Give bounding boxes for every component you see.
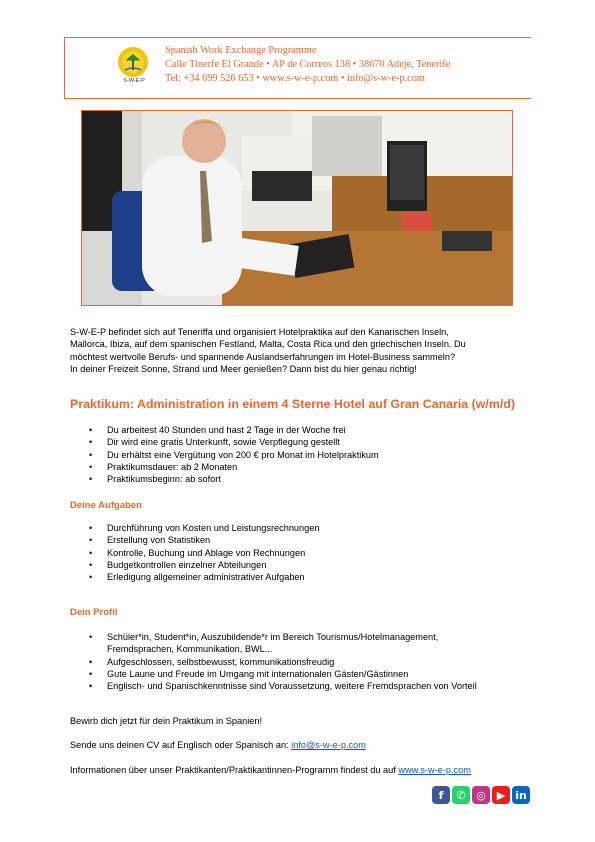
benefits-list — [70, 424, 379, 485]
tasks-list — [70, 522, 319, 583]
social-icons — [432, 786, 530, 804]
office-photo — [81, 110, 513, 306]
info-text: Informationen über unser Praktikanten/Praktikantinnen-Programm findest du auf — [70, 765, 399, 775]
list-item: • Praktikumsdauer: ab 2 Monaten — [70, 461, 379, 473]
letterhead — [64, 37, 531, 99]
list-item: • Schüler*in, Student*in, Auszubildende*r im Bereich Tourismus/Hotelmanagement, Fremdsprachen, Kommunikation, BWL... — [70, 631, 500, 656]
list-item: • Erstellung von Statistiken — [70, 534, 319, 546]
intro-line: möchtest wertvolle Berufs- und spannende Auslandserfahrungen im Hotel-Business sammeln? — [70, 351, 456, 362]
list-item: • Erledigung allgemeiner administrativer Aufgaben — [70, 571, 319, 583]
job-title: Praktikum: Administration in einem 4 Sterne Hotel auf Gran Canaria (w/m/d) — [70, 397, 516, 411]
whatsapp-icon[interactable]: ✆ — [452, 786, 470, 804]
list-item: • Kontrolle, Buchung und Ablage von Rechnungen — [70, 547, 319, 559]
org-contact: Tel: +34 699 526 653 • www.s-w-e-p.com • info@s-w-e-p.com — [165, 73, 425, 84]
intro-paragraph — [70, 326, 532, 375]
tasks-heading: Deine Aufgaben — [70, 500, 142, 511]
swep-logo-icon — [117, 46, 149, 78]
instagram-icon[interactable]: ◎ — [472, 786, 490, 804]
list-item: • Dir wird eine gratis Unterkunft, sowie Verpflegung gestellt — [70, 436, 379, 448]
list-item: • Du arbeitest 40 Stunden und hast 2 Tage in der Woche frei — [70, 424, 379, 436]
list-item: • Aufgeschlossen, selbstbewusst, kommunikationsfreudig — [70, 656, 500, 668]
list-item: • Praktikumsbeginn: ab sofort — [70, 473, 379, 485]
intro-line: Mallorca, Ibiza, auf dem spanischen Festland, Malta, Costa Rica und den griechischen Inseln. Du — [70, 339, 466, 350]
youtube-icon[interactable]: ▶ — [492, 786, 510, 804]
website-link[interactable]: www.s-w-e-p.com — [398, 765, 471, 775]
list-item: • Durchführung von Kosten und Leistungsrechnungen — [70, 522, 319, 534]
list-item: • Du erhältst eine Vergütung von 200 € pro Monat im Hotelpraktikum — [70, 449, 379, 461]
logo-text: S-W-E-P — [123, 78, 145, 84]
cv-text: Sende uns deinen CV auf Englisch oder Spanisch an: — [70, 740, 292, 750]
org-address: Calle Tinerfe El Grande • AP de Correos 138 • 38670 Adeje, Tenerife — [165, 59, 451, 70]
apply-text: Bewirb dich jetzt für dein Praktikum in Spanien! — [70, 716, 263, 726]
intro-line: S-W-E-P befindet sich auf Teneriffa und organisiert Hotelpraktika auf den Kanarischen Inseln, — [70, 327, 449, 337]
email-link[interactable]: info@s-w-e-p.com — [291, 740, 366, 750]
cv-line — [70, 740, 366, 750]
org-name: Spanish Work Exchange Programme — [165, 45, 317, 56]
linkedin-icon[interactable]: in — [512, 786, 530, 804]
list-item: • Gute Laune und Freude im Umgang mit internationalen Gästen/Gästinnen — [70, 668, 500, 680]
list-item: • Englisch- und Spanischkenntnisse sind Voraussetzung, weitere Fremdsprachen von Vorteil — [70, 680, 500, 692]
info-line — [70, 765, 471, 775]
facebook-icon[interactable]: f — [432, 786, 450, 804]
profile-list — [70, 631, 500, 692]
profile-heading: Dein Profil — [70, 607, 118, 618]
intro-line: In deiner Freizeit Sonne, Strand und Meer genießen? Dann bist du hier genau richtig! — [70, 363, 417, 374]
list-item: • Budgetkontrollen einzelner Abteilungen — [70, 559, 319, 571]
